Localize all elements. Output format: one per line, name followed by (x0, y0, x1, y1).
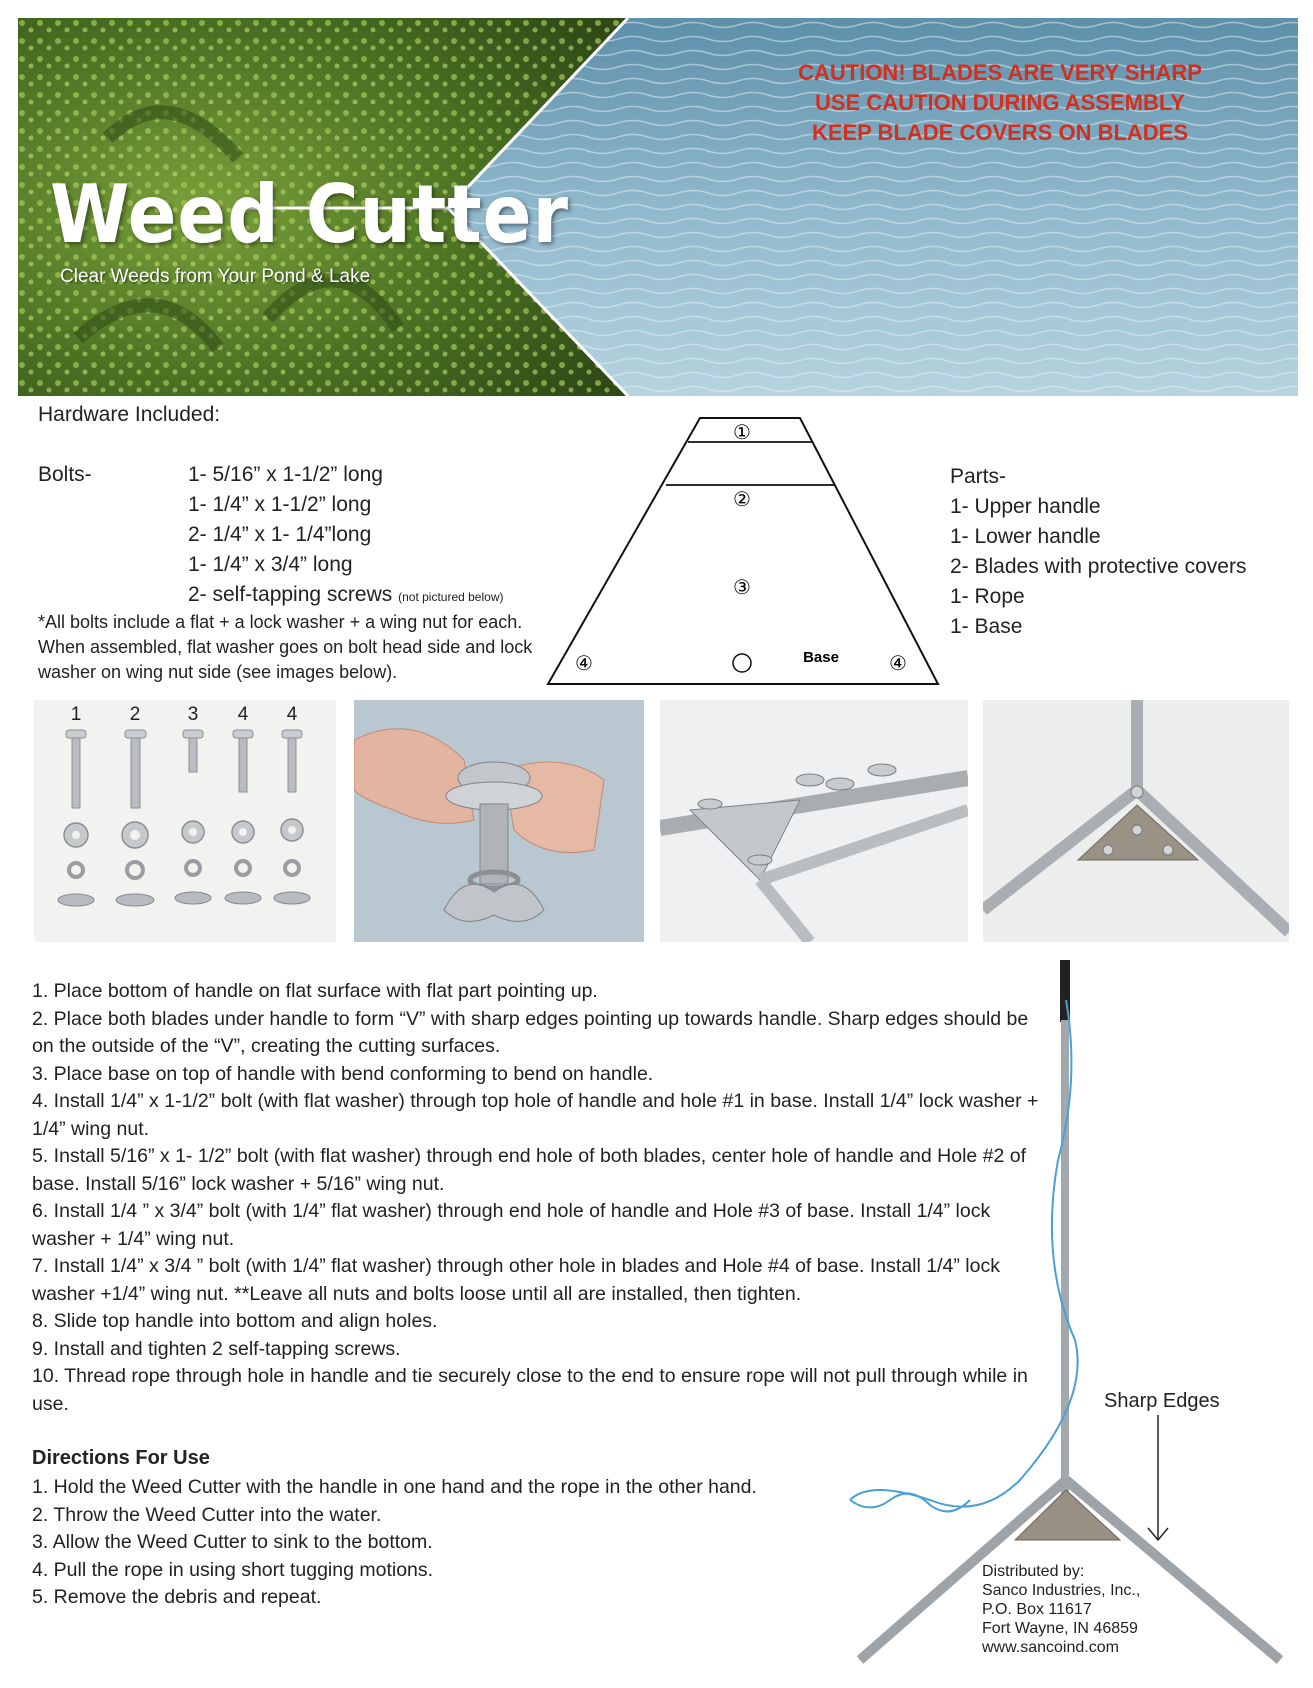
distributor-line: Fort Wayne, IN 46859 (982, 1620, 1138, 1637)
instruction-step: 4. Install 1/4” x 1-1/2” bolt (with flat washer) through top hole of handle and hole #1 in base. Install 1/4” lock washer + 1/4” wing nut. (32, 1090, 1039, 1140)
header-banner (18, 18, 1298, 396)
part-item: 2- Blades with protective covers (950, 555, 1247, 578)
bolts-list (188, 460, 503, 612)
screws-note: (not pictured below) (398, 590, 504, 604)
instruction-step: 1. Place bottom of handle on flat surface with flat part pointing up. (32, 980, 598, 1002)
base-outline (548, 418, 938, 684)
distributor-website: www.sancoind.com (982, 1639, 1119, 1656)
caution-line: KEEP BLADE COVERS ON BLADES (811, 120, 1189, 145)
directions-list (32, 1474, 892, 1612)
direction-item: 4. Pull the rope in using short tugging motions. (32, 1558, 434, 1581)
hardware-photo (34, 700, 336, 942)
photo-label: 1 (70, 704, 82, 725)
screws-text: 2- self-tapping screws (188, 583, 393, 606)
bolt-assembly-photo (354, 700, 644, 942)
direction-item: 3. Allow the Weed Cutter to sink to the bottom. (32, 1531, 433, 1553)
hardware-heading: Hardware Included: (38, 403, 221, 426)
hole-label-2: ② (733, 487, 751, 511)
parts-list (950, 462, 1246, 642)
rope (850, 1000, 1078, 1507)
hole-label-3: ③ (733, 575, 751, 599)
caution-line: USE CAUTION DURING ASSEMBLY (815, 90, 1185, 115)
part-item: 1- Base (950, 615, 1023, 638)
bolts-label: Bolts- (38, 463, 92, 486)
base-closeup-photo (660, 700, 968, 942)
sharp-edges-label: Sharp Edges (1104, 1390, 1220, 1412)
instruction-step: 10. Thread rope through hole in handle and tie securely close to the end to ensure rope will not pull through while in use. (32, 1365, 1028, 1415)
hole-label-4-right: ④ (889, 651, 907, 675)
direction-item: 2. Throw the Weed Cutter into the water. (32, 1503, 382, 1526)
bolt-item: 2- 1/4” x 1- 1/4”long (188, 523, 372, 546)
distributor-line: Distributed by: (982, 1563, 1085, 1580)
instruction-step: 7. Install 1/4” x 3/4 ” bolt (with 1/4” flat washer) through other hole in blades and Hole #4 of base. Install 1/4” lock washer +1/4” wing nut. **Leave all nuts and bolts loose until all are installed, then tighten. (32, 1255, 1000, 1305)
handle-tube (1131, 700, 1143, 790)
distributor-line: Sanco Industries, Inc., (982, 1582, 1141, 1599)
base-label: Base (803, 649, 839, 666)
hole-label-4-left: ④ (575, 651, 593, 675)
bolt-item: 1- 1/4” x 3/4” long (188, 553, 353, 576)
photo-label: 3 (187, 704, 199, 725)
instruction-step: 8. Slide top handle into bottom and align holes. (32, 1310, 438, 1332)
direction-item: 1. Hold the Weed Cutter with the handle in one hand and the rope in the other hand. (32, 1476, 757, 1498)
distributor-info (982, 1562, 1140, 1657)
center-hole (733, 654, 751, 672)
screws-item (188, 580, 503, 612)
instruction-step: 2. Place both blades under handle to form “V” with sharp edges pointing up towards handle. Sharp edges should be on the outside of the “V”, creating the cutting surfaces. (32, 1007, 1029, 1057)
caution-warning (740, 58, 1260, 148)
hole-label-1: ① (733, 420, 751, 444)
part-item: 1- Lower handle (950, 525, 1101, 548)
washer-note: *All bolts include a flat + a lock washer + a wing nut for each. When assembled, flat washer goes on bolt head side and lock washer on wing nut side (see images below). (38, 612, 533, 682)
photo-label: 2 (129, 704, 141, 725)
bolt-item: 1- 1/4” x 1-1/2” long (188, 493, 372, 516)
bolt-item: 1- 5/16” x 1-1/2” long (188, 463, 383, 486)
part-item: 1- Rope (950, 585, 1025, 608)
instruction-step: 5. Install 5/16” x 1- 1/2” bolt (with flat washer) through end hole of both blades, center hole of handle and Hole #2 of base. Install 5/16” lock washer + 5/16” wing nut. (32, 1145, 1027, 1195)
photo-label: 4 (286, 704, 298, 725)
assembled-base-photo (983, 700, 1289, 942)
base-diagram (540, 410, 950, 695)
distributor-line: P.O. Box 11617 (982, 1601, 1092, 1618)
brand-title: Weed Cutter (50, 168, 570, 261)
handle-shaft (1061, 1020, 1069, 1520)
caution-line: CAUTION! BLADES ARE VERY SHARP (798, 60, 1202, 85)
instruction-step: 3. Place base on top of handle with bend conforming to bend on handle. (32, 1062, 654, 1085)
directions-heading: Directions For Use (32, 1447, 210, 1469)
part-item: 1- Upper handle (950, 495, 1101, 518)
photo-label: 4 (237, 704, 249, 725)
direction-item: 5. Remove the debris and repeat. (32, 1586, 322, 1608)
instruction-step: 9. Install and tighten 2 self-tapping screws. (32, 1337, 401, 1360)
instruction-step: 6. Install 1/4 ” x 3/4” bolt (with 1/4” flat washer) through end hole of handle and Hole #3 of base. Install 1/4” lock washer + 1/4” wing nut. (32, 1200, 991, 1250)
parts-heading: Parts- (950, 465, 1007, 488)
brand-subtitle: Clear Weeds from Your Pond & Lake (60, 266, 371, 287)
